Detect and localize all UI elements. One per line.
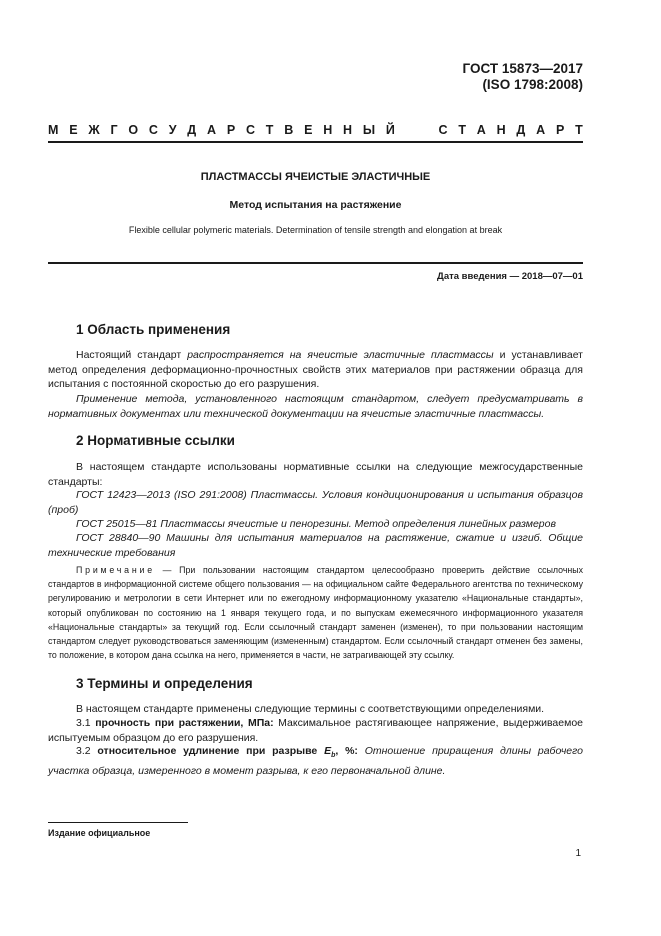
banner-letter: Т [458,123,466,137]
banner-letter: Т [265,123,274,137]
term-3-1: 3.1 прочность при растяжении, МПа: Максимальное растягивающее напряжение, выдерживаемое испытуемым образцом до его разрушения. [48,717,584,744]
introduction-date: Дата введения — 2018—07—01 [437,271,583,282]
banner-letter: М [48,123,59,137]
section-1-heading: 1 Область применения [76,322,231,337]
banner-letter: В [284,123,294,137]
normative-reference: ГОСТ 28840—90 Машины для испытания материалов на растяжение, сжатие и изгиб. Общие технические требования [48,532,583,559]
normative-reference: ГОСТ 12423—2013 (ISO 291:2008) Пластмассы. Условия кондиционирования и испытания образцов (проб) [48,489,583,516]
banner-letter: Е [304,123,313,137]
note-label: Примечание [76,565,155,575]
banner-letter: Т [575,123,583,137]
term-3-2: 3.2 относительное удлинение при разрыве $E_b$, %: Отношение приращения длины рабочего участка образца, измеренного в момент разрыва, к его первоначальной длине. [48,745,584,777]
section-2-paragraph-1: В настоящем стандарте использованы нормативные ссылки на следующие межгосударственные стандарты: [48,461,583,488]
section-1-paragraph-1: Настоящий стандарт распространяется на ячеистые эластичные пластмассы и устанавливает метод определения деформационно-прочностных свойств этих материалов при растяжении образца для испытания с постоянной скоростью до его разрушения. [48,349,583,390]
banner-letter: Й [385,123,395,137]
banner-letter: Р [226,123,236,137]
normative-reference: ГОСТ 25015—81 Пластмассы ячеистые и пенорезины. Метод определения линейных размеров [76,518,556,530]
banner-letter: Ж [88,123,100,137]
section-1-paragraph-2: Применение метода, установленного настоящим стандартом, следует предусматривать в нормативных документах или технической документации на ячеистые эластичные пластмассы. [48,393,583,420]
banner-letter: О [128,123,139,137]
top-rule [48,141,583,143]
banner-letter: Е [69,123,78,137]
note-text: — При пользовании настоящим стандартом целесообразно проверить действие ссылочных стандартов в информационной системе общего пользования — на официальном сайте Федерального агентства по техническому регулированию и метрологии в сети Интернет или по ежегодному информационному указателю «Национальные стандарты», который опубликован по состоянию на 1 января текущего года, и по выпускам ежемесячного информационного указателя «Национальные стандарты» за текущий год. Если ссылочный стандарт заменен (изменен), то при пользовании настоящим стандартом следует руководствоваться заменяющим (измененным) стандартом. Если ссылочный стандарт отменен без замены, то положение, в котором дана ссылка на него, применяется в части, не затрагивающей эту ссылку. [48,565,583,661]
note [48,563,583,662]
iso-number: (ISO 1798:2008) [482,77,583,92]
banner-letter: У [168,123,177,137]
document-title: ПЛАСТМАССЫ ЯЧЕИСТЫЕ ЭЛАСТИЧНЫЕ [200,171,431,183]
section-2-heading: 2 Нормативные ссылки [76,433,235,448]
gost-number: ГОСТ 15873—2017 [462,61,583,76]
banner-letter: С [148,123,158,137]
banner-letter: Г [110,123,118,137]
interstate-standard-banner [48,119,583,141]
english-title: Flexible cellular polymeric materials. Determination of tensile strength and elongation at break [128,225,503,235]
banner-letter: Н [343,123,353,137]
edition-label: Издание официальное [48,828,151,838]
banner-letter: С [245,123,255,137]
title-rule [48,262,583,264]
banner-letter: Д [187,123,197,137]
banner-letter: Н [323,123,333,137]
banner-letter: А [476,123,486,137]
banner-letter: А [536,123,546,137]
banner-letter: Н [496,123,506,137]
document-designation [463,61,583,93]
banner-letter: Ы [362,123,376,137]
banner-letter: Д [516,123,526,137]
banner-letter: Р [555,123,565,137]
section-3-heading: 3 Термины и определения [76,676,253,691]
document-subtitle: Метод испытания на растяжение [229,199,402,211]
banner-letter: С [438,123,448,137]
section-3-paragraph-1: В настоящем стандарте применены следующие термины с соответствующими определениями. [76,703,545,715]
page-number: 1 [575,848,581,859]
banner-letter: А [207,123,217,137]
footer-rule [48,822,188,823]
